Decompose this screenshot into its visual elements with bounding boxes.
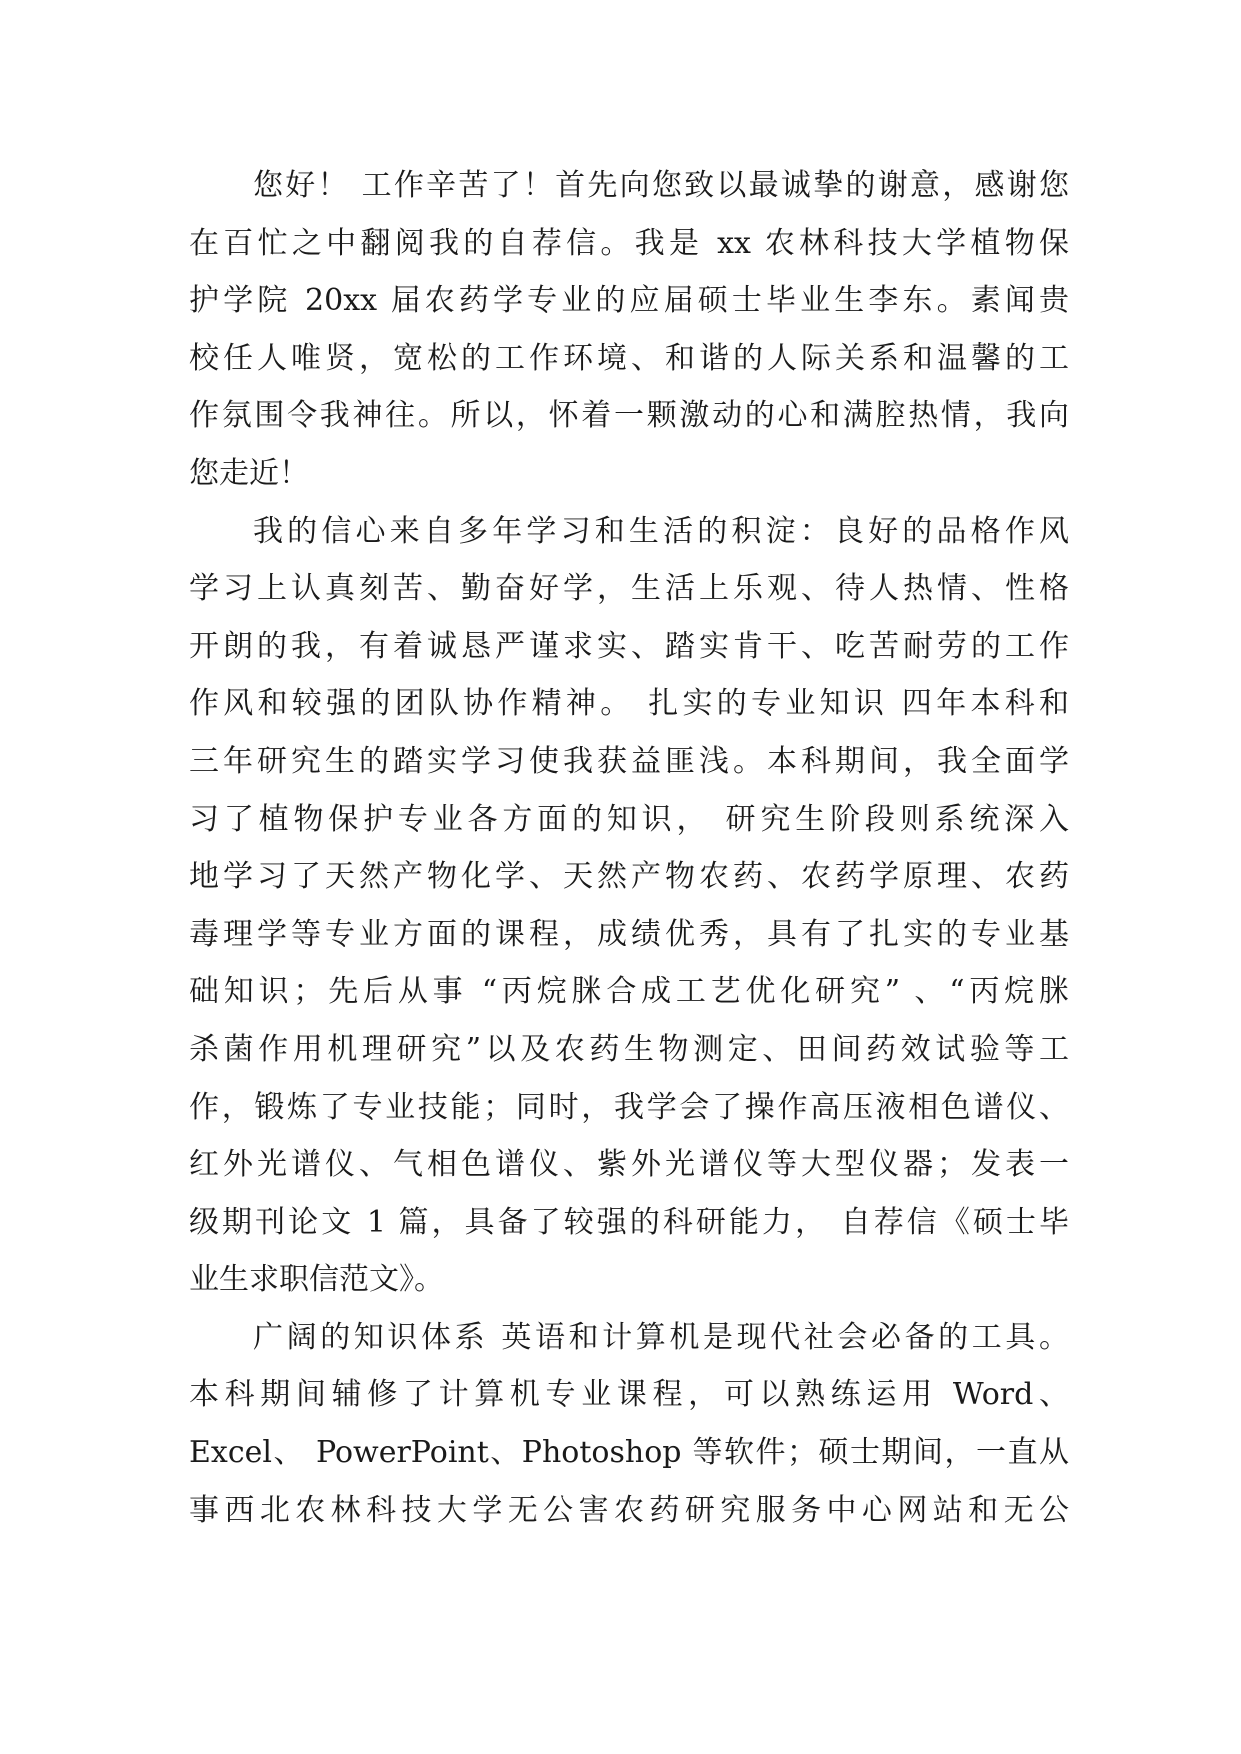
paragraph-line: 杀菌作用机理研究”以及农药生物测定、田间药效试验等工 (189, 1031, 1069, 1067)
paragraph-line: 学习上认真刻苦、勤奋好学，生活上乐观、待人热情、性格 (189, 571, 1069, 607)
paragraph-line: 护学院 20xx 届农药学专业的应届硕士毕业生李东。素闻贵 (189, 283, 1069, 319)
paragraph-line: 习了植物保护专业各方面的知识， 研究生阶段则系统深入 (189, 801, 1069, 837)
paragraph-line: 业生求职信范文》。 (189, 1262, 444, 1298)
paragraph-line: Excel、 PowerPoint、Photoshop 等软件；硕士期间，一直从 (189, 1435, 1069, 1471)
paragraph-line: 作氛围令我神往。所以，怀着一颗激动的心和满腔热情，我向 (189, 398, 1069, 434)
paragraph-line: 级期刊论文 1 篇，具备了较强的科研能力， 自荐信《硕士毕 (189, 1204, 1069, 1240)
paragraph-line: 我的信心来自多年学习和生活的积淀：良好的品格作风 (253, 513, 1069, 549)
paragraph-line: 开朗的我，有着诚恳严谨求实、踏实肯干、吃苦耐劳的工作 (189, 628, 1069, 664)
paragraph-line: 地学习了天然产物化学、天然产物农药、农药学原理、农药 (189, 859, 1069, 895)
paragraph-line: 作风和较强的团队协作精神。 扎实的专业知识 四年本科和 (189, 686, 1069, 722)
paragraph-line: 在百忙之中翻阅我的自荐信。我是 xx 农林科技大学植物保 (189, 225, 1069, 261)
paragraph-line: 事西北农林科技大学无公害农药研究服务中心网站和无公 (189, 1492, 1069, 1528)
letter-body (189, 157, 1069, 1539)
paragraph-line: 您走近！ (189, 455, 309, 491)
paragraph-line: 红外光谱仪、气相色谱仪、紫外光谱仪等大型仪器；发表一 (189, 1147, 1069, 1183)
paragraph-line: 作，锻炼了专业技能；同时，我学会了操作高压液相色谱仪、 (189, 1089, 1069, 1125)
paragraph-line: 础知识；先后从事 “丙烷脒合成工艺优化研究” 、“丙烷脒 (189, 974, 1069, 1010)
paragraph-line: 广阔的知识体系 英语和计算机是现代社会必备的工具。 (253, 1319, 1069, 1355)
paragraph-line: 本科期间辅修了计算机专业课程，可以熟练运用 Word、 (189, 1377, 1069, 1413)
paragraph-line: 校任人唯贤，宽松的工作环境、和谐的人际关系和温馨的工 (189, 340, 1069, 376)
paragraph-line: 您好！ 工作辛苦了！首先向您致以最诚挚的谢意，感谢您 (253, 168, 1069, 203)
paragraph-line: 毒理学等专业方面的课程，成绩优秀，具有了扎实的专业基 (189, 916, 1069, 952)
paragraph-line: 三年研究生的踏实学习使我获益匪浅。本科期间，我全面学 (189, 743, 1069, 779)
